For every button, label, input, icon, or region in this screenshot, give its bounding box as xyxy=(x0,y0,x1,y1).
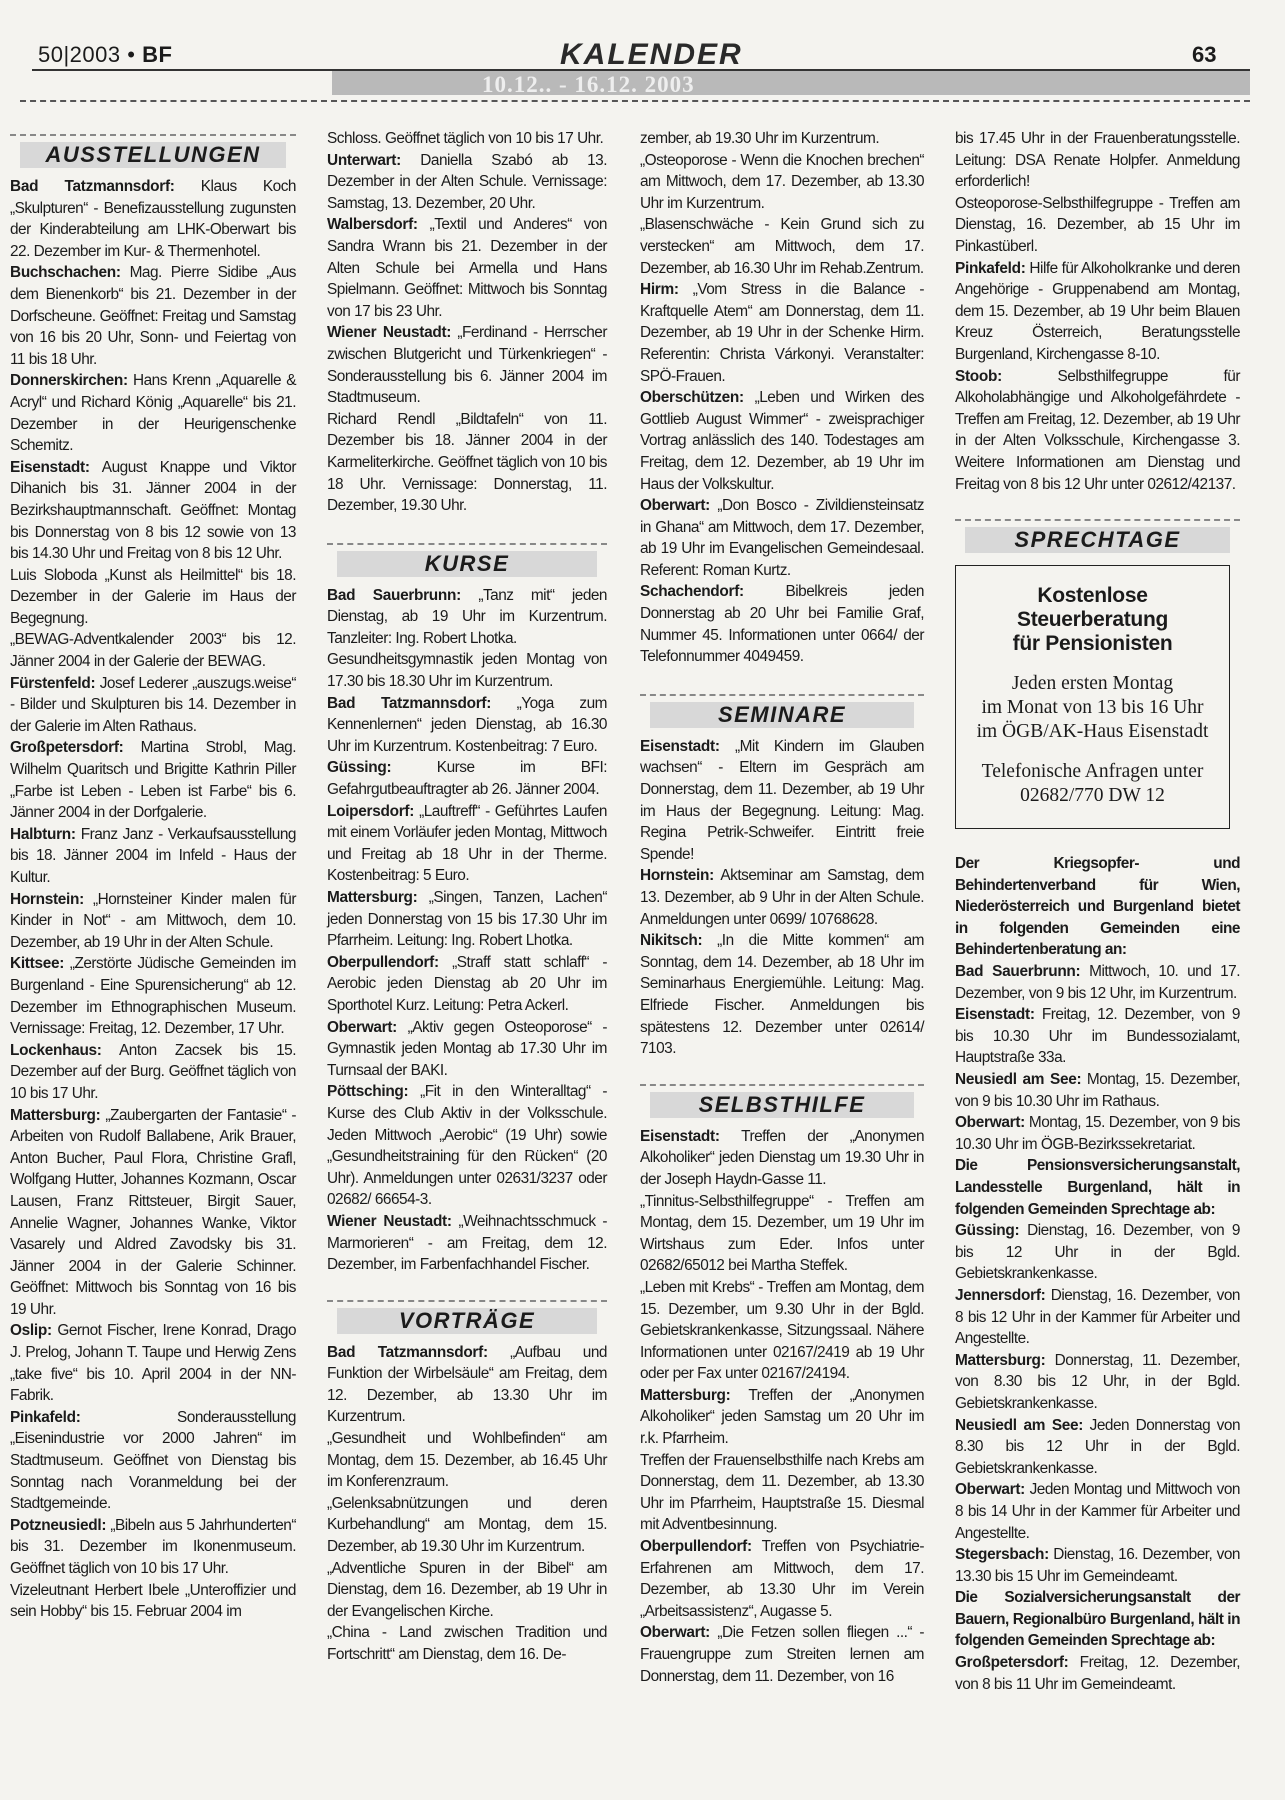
entry-place: Eisenstadt: xyxy=(640,1127,720,1145)
calendar-entry xyxy=(640,150,924,215)
brand-label: BF xyxy=(142,42,173,67)
calendar-entry xyxy=(10,889,296,954)
calendar-entry xyxy=(640,1450,924,1536)
entry-list xyxy=(327,128,607,517)
entry-text: Josef Lederer „auszugs.weise“ - Bilder und Skulpturen bis 14. Dezember in der Galerie im Alten Rathaus. xyxy=(10,674,296,735)
calendar-entry xyxy=(10,1580,296,1623)
entry-place: Eisenstadt: xyxy=(10,458,90,476)
entry-place: Schachendorf: xyxy=(640,583,744,601)
calendar-entry xyxy=(955,1479,1240,1544)
calendar-entry xyxy=(327,150,607,215)
entry-text: Hans Krenn „Aquarelle & Acryl“ und Richard König „Aquarelle“ bis 21. Dezember in der Heurigenschenke Schemitz. xyxy=(10,372,296,455)
header-dashed-rule xyxy=(20,100,1250,102)
entry-text: Dienstag, 16. Dezember, von 13.30 bis 15 Uhr im Gemeindeamt. xyxy=(955,1546,1240,1585)
entry-place: Oslip: xyxy=(10,1322,52,1340)
tax-advice-box xyxy=(955,565,1230,829)
calendar-entry xyxy=(955,961,1240,1004)
entry-place: Mattersburg: xyxy=(640,1386,731,1404)
entry-list xyxy=(327,585,607,1276)
entry-place: Hornstein: xyxy=(10,890,84,908)
calendar-entry xyxy=(10,370,296,456)
entry-text: Schloss. Geöffnet täglich von 10 bis 17 Uhr. xyxy=(327,130,604,147)
entry-text: Selbsthilfegruppe für Alkoholabhängige und Alkoholgefährdete - Treffen am Freitag, 12. Dezember, ab 19 Uhr in der Alten Volksschule, Kirchengasse 3. Weitere Informationen am Dienstag und Freitag von 8 bis 12 Uhr unter 02612/42137. xyxy=(955,367,1240,493)
entry-place: Bad Sauerbrunn: xyxy=(327,586,461,604)
entry-place: Unterwart: xyxy=(327,151,401,169)
entry-place: Neusiedl am See: xyxy=(955,1416,1084,1434)
calendar-entry xyxy=(327,1211,607,1276)
calendar-entry xyxy=(327,585,607,650)
entry-text: Osteoporose-Selbsthilfegruppe - Treffen am Dienstag, 16. Dezember, ab 15 Uhr im Pinkastüberl. xyxy=(955,194,1240,255)
entry-place: Pinkafeld: xyxy=(10,1408,81,1426)
section-heading: SEMINARE xyxy=(640,694,924,728)
section-heading: VORTRÄGE xyxy=(327,1300,607,1334)
entry-text: Daniella Szabó ab 13. Dezember in der Alten Schule. Vernissage: Samstag, 13. Dezember, 20 Uhr. xyxy=(327,151,607,212)
column-2 xyxy=(327,128,607,1666)
calendar-entry xyxy=(10,176,296,262)
issue-label xyxy=(38,42,172,68)
calendar-entry xyxy=(10,1320,296,1406)
issue-number: 50|2003 • xyxy=(38,42,136,67)
calendar-entry xyxy=(327,801,607,887)
page-header xyxy=(12,36,1240,96)
calendar-entry xyxy=(640,1191,924,1277)
entry-place: Bad Sauerbrunn: xyxy=(955,963,1081,981)
entry-text: Dienstag, 16. Dezember, von 9 bis 12 Uhr in der Bgld. Gebietskrankenkasse. xyxy=(955,1222,1240,1283)
entry-text: August Knappe und Viktor Dihanich bis 31. Jänner 2004 in der Bezirkshauptmannschaft. Geöffnet: Montag bis Donnerstag von 8 bis 12 sowie von 13 bis 14.30 Uhr und Freitag von 8 bis 12 Uhr. xyxy=(10,458,296,563)
calendar-entry xyxy=(327,649,607,692)
entry-place: Güssing: xyxy=(955,1222,1020,1240)
entry-list xyxy=(640,128,924,668)
entry-list xyxy=(10,176,296,1623)
entry-place: Großpetersdorf: xyxy=(955,1654,1069,1672)
entry-list xyxy=(955,961,1240,1155)
entry-text: „Leben mit Krebs“ - Treffen am Montag, dem 15. Dezember, um 9.30 Uhr in der Bgld. Gebietskrankenkasse, Sitzungssaal. Nähere Informationen unter 02167/2419 ab 19 Uhr oder per Fax unter 02167/24194. xyxy=(640,1278,924,1383)
column-1 xyxy=(10,128,296,1623)
entry-text: Vizeleutnant Herbert Ibele „Unteroffizier und sein Hobby“ bis 15. Februar 2004 im xyxy=(10,1581,296,1621)
entry-text: „Zaubergarten der Fantasie“ - Arbeiten von Rudolf Ballabene, Arik Brauer, Anton Bucher, Paul Flora, Christine Grafl, Wolfgang Hutter, Johannes Kozmann, Oscar Lausen, Franz Rittsteuer, Birgit Sauer, Annelie Wagner, Johannes Wanke, Viktor Vasarely und Aldred Zavodsky bis 31. Jänner 2004 in der Galerie Schinner. Geöffnet: Mittwoch bis Sonntag von 16 bis 19 Uhr. xyxy=(10,1106,296,1318)
calendar-entry xyxy=(10,673,296,738)
entry-text: Treffen der „Anonymen Alkoholiker“ jeden Dienstag um 19.30 Uhr in der Joseph Haydn-Gasse 11. xyxy=(640,1127,924,1188)
entry-place: Walbersdorf: xyxy=(327,216,418,234)
entry-text: „Vom Stress in die Balance - Kraftquelle Atem“ am Donnerstag, dem 11. Dezember, ab 19 Uhr in der Schenke Hirm. Referentin: Christa Várkonyi. Veranstalter: SPÖ-Frauen. xyxy=(640,281,924,385)
entry-place: Hornstein: xyxy=(640,867,714,885)
entry-place: Buchschachen: xyxy=(10,264,121,282)
date-range: 10.12.. - 16.12. 2003 xyxy=(482,72,695,97)
calendar-entry xyxy=(955,1544,1240,1587)
entry-text: Klaus Koch „Skulpturen“ - Benefizausstellung zugunsten der Kinderabteilung am LHK-Oberwart bis 22. Dezember im Kur- & Thermenhotel. xyxy=(10,178,296,260)
entry-place: Wiener Neustadt: xyxy=(327,1212,452,1230)
calendar-entry xyxy=(640,865,924,930)
calendar-entry xyxy=(640,1126,924,1191)
calendar-entry xyxy=(327,887,607,952)
calendar-entry xyxy=(10,1407,296,1515)
calendar-entry xyxy=(955,128,1240,193)
entry-text: „Gelenksabnützungen und deren Kurbehandlung“ am Montag, dem 15. Dezember, ab 19.30 Uhr im Kurzentrum. xyxy=(327,1494,607,1556)
entry-text: Freitag, 12. Dezember, von 9 bis 10.30 Uhr im Bundessozialamt, Hauptstraße 33a. xyxy=(955,1006,1240,1067)
entry-place: Oberwart: xyxy=(955,1481,1025,1499)
entry-text: „China - Land zwischen Tradition und Fortschritt“ am Dienstag, dem 16. De- xyxy=(327,1624,607,1663)
calendar-entry xyxy=(640,1622,924,1687)
entry-text: „Yoga zum Kennenlernen“ jeden Dienstag, ab 16.30 Uhr im Kurzentrum. Kostenbeitrag: 7 Euro. xyxy=(327,694,607,755)
entry-text: „Gesundheit und Wohlbefinden“ am Montag, dem 15. Dezember, ab 16.45 Uhr im Konferenzraum. xyxy=(327,1430,607,1491)
entry-text: Mittwoch, 10. und 17. Dezember, von 9 bis 12 Uhr, im Kurzentrum. xyxy=(955,963,1240,1002)
calendar-entry xyxy=(327,128,607,150)
entry-place: Oberpullendorf: xyxy=(327,953,439,971)
calendar-entry xyxy=(955,1004,1240,1069)
calendar-entry xyxy=(327,1428,607,1493)
entry-text: Luis Sloboda „Kunst als Heilmittel“ bis 18. Dezember in der Galerie im Haus der Begegnung. xyxy=(10,566,296,627)
entry-text: Dienstag, 16. Dezember, von 8 bis 12 Uhr in der Kammer für Arbeiter und Angestellte. xyxy=(955,1286,1240,1348)
entry-text: „Fit in den Winteralltag“ - Kurse des Club Aktiv in der Volksschule. Jeden Mittwoch „Aerobic“ (19 Uhr) sowie „Gesundheitstraining für den Rücken“ (20 Uhr). Anmeldungen unter 02631/3237 oder 02682/ 66654-3. xyxy=(327,1083,607,1209)
entry-list xyxy=(955,128,1240,495)
entry-text: „Leben und Wirken des Gottlieb August Wimmer“ - zweisprachiger Vortrag anlässlich des 140. Todestages am Freitag, dem 12. Dezember, ab 19 Uhr im Haus der Volkskultur. xyxy=(640,389,924,493)
calendar-entry xyxy=(640,930,924,1060)
kob-intro: Der Kriegsopfer- und Behindertenverband für Wien, Niederösterreich und Burgenland bietet in folgenden Gemeinden eine Behindertenberatung an: xyxy=(955,855,1240,959)
entry-text: „Don Bosco - Zivildiensteinsatz in Ghana“ am Mittwoch, dem 17. Dezember, ab 19 Uhr im Evangelischen Gemeindesaal. Referent: Roman Kurtz. xyxy=(640,497,924,579)
entry-place: Stoob: xyxy=(955,367,1002,385)
calendar-entry xyxy=(10,457,296,565)
entry-text: „Hornsteiner Kinder malen für Kinder in Not“ - am Mittwoch, dem 10. Dezember, ab 19 Uhr in der Alten Schule. xyxy=(10,890,296,951)
entry-text: „Aktiv gegen Osteoporose“ - Gymnastik jeden Montag ab 17.30 Uhr im Turnsaal der BAKI. xyxy=(327,1018,607,1079)
calendar-entry xyxy=(327,1558,607,1623)
calendar-entry xyxy=(955,1415,1240,1480)
entry-place: Eisenstadt: xyxy=(955,1006,1035,1024)
entry-place: Nikitsch: xyxy=(640,932,703,950)
box-title: Kostenlose Steuerberatung xyxy=(1017,584,1168,632)
entry-place: Mattersburg: xyxy=(10,1106,101,1124)
entry-place: Lockenhaus: xyxy=(10,1041,102,1059)
entry-place: Oberwart: xyxy=(640,497,710,515)
section-heading: KURSE xyxy=(327,543,607,577)
entry-text: „Die Fetzen sollen fliegen ...“ - Frauengruppe zum Streiten lernen am Donnerstag, dem 11. Dezember, von 16 xyxy=(640,1624,924,1685)
entry-text: „Zerstörte Jüdische Gemeinden im Burgenland - Eine Spurensicherung“ ab 12. Dezember im Ethnographischen Museum. Vernissage: Freitag, 12. Dezember, 17 Uhr. xyxy=(10,955,296,1038)
calendar-entry xyxy=(640,1277,924,1385)
calendar-entry xyxy=(955,1285,1240,1350)
entry-place: Oberwart: xyxy=(327,1018,397,1036)
entry-text: „BEWAG-Adventkalender 2003“ bis 12. Jänner 2004 in der Galerie der BEWAG. xyxy=(10,631,296,671)
calendar-entry xyxy=(10,1105,296,1321)
calendar-entry xyxy=(955,366,1240,496)
calendar-entry xyxy=(640,1385,924,1450)
entry-text: „Adventliche Spuren in der Bibel“ am Dienstag, dem 16. Dezember, ab 19 Uhr in der Evangelischen Kirche. xyxy=(327,1559,607,1620)
entry-text: Kurse im BFI: Gefahrgutbeauftragter ab 26. Jänner 2004. xyxy=(327,759,607,799)
entry-place: Kittsee: xyxy=(10,955,65,973)
calendar-entry xyxy=(327,952,607,1017)
calendar-entry xyxy=(955,1350,1240,1415)
page-number: 63 xyxy=(1192,42,1217,67)
calendar-entry xyxy=(327,322,607,408)
entry-text: „Straff statt schlaff“ - Aerobic jeden Dienstag ab 20 Uhr im Sporthotel Kurz. Leitung: Petra Ackerl. xyxy=(327,953,607,1014)
calendar-entry xyxy=(327,1017,607,1082)
calendar-entry xyxy=(327,1493,607,1558)
calendar-entry xyxy=(640,128,924,150)
box-line: Telefonische Anfragen unter xyxy=(981,761,1204,783)
entry-text: „Bibeln aus 5 Jahrhunderten“ bis 31. Dezember im Ikonenmuseum. Geöffnet täglich von 10 bis 17 Uhr. xyxy=(10,1516,296,1577)
calendar-entry xyxy=(640,581,924,667)
entry-text: „Singen, Tanzen, Lachen“ jeden Donnerstag von 15 bis 17.30 Uhr im Pfarrheim. Leitung: Ing. Robert Lhotka. xyxy=(327,889,607,950)
entry-list xyxy=(640,736,924,1060)
box-phone: 02682/770 DW 12 xyxy=(1020,785,1165,807)
entry-text: Treffen der Frauenselbsthilfe nach Krebs am Donnerstag, dem 11. Dezember, ab 13.30 Uhr im Pfarrheim, Hauptstraße 15. Diesmal mit Adventbesinnung. xyxy=(640,1451,924,1534)
entry-place: Eisenstadt: xyxy=(640,737,720,755)
entry-text: „Ferdinand - Herrscher zwischen Blutgericht und Türkenkriegen“ - Sonderausstellung bis 6. Jänner 2004 im Stadtmuseum. xyxy=(327,324,607,407)
entry-place: Oberpullendorf: xyxy=(640,1538,752,1556)
calendar-entry xyxy=(327,214,607,322)
entry-text: Treffen von Psychiatrie-Erfahrenen am Mittwoch, dem 17. Dezember, ab 13.30 Uhr im Verein „Arbeitsassistenz“, Augasse 5. xyxy=(640,1538,924,1620)
calendar-entry xyxy=(640,214,924,279)
entry-text: „Mit Kindern im Glauben wachsen“ - Eltern im Gespräch am Donnerstag, dem 11. Dezember, ab 19 Uhr im Haus der Begegnung. Leitung: Mag. Regina Petrik-Schweifer. Eintritt freie Spende! xyxy=(640,737,924,863)
entry-place: Hirm: xyxy=(640,281,679,299)
calendar-entry xyxy=(10,1040,296,1105)
calendar-entry xyxy=(10,262,296,370)
section-heading: AUSSTELLUNGEN xyxy=(10,134,296,168)
box-line: im Monat von 13 bis 16 Uhr xyxy=(981,697,1204,719)
entry-text: Sonderausstellung „Eisenindustrie vor 2000 Jahren“ im Stadtmuseum. Geöffnet von Dienstag bis Sonntag nach Voranmeldung bei der Stadtgemeinde. xyxy=(10,1408,296,1513)
entry-text: Treffen der „Anonymen Alkoholiker“ jeden Samstag um 20 Uhr im r.k. Pfarrheim. xyxy=(640,1386,924,1448)
entry-text: Martina Strobl, Mag. Wilhelm Quaritsch und Brigitte Kathrin Piller „Farbe ist Leben - Leben ist Farbe“ bis 6. Jänner 2004 in der Dorfgalerie. xyxy=(10,739,296,822)
entry-place: Bad Tatzmannsdorf: xyxy=(10,178,175,195)
entry-place: Jennersdorf: xyxy=(955,1286,1046,1304)
calendar-entry xyxy=(640,736,924,866)
entry-text: Bibelkreis jeden Donnerstag ab 20 Uhr bei Familie Graf, Nummer 45. Informationen unter 0664/ der Telefonnummer 4049459. xyxy=(640,583,924,666)
calendar-entry xyxy=(640,495,924,581)
entry-place: Oberwart: xyxy=(955,1114,1025,1132)
entry-text: Anton Zacsek bis 15. Dezember auf der Burg. Geöffnet täglich von 10 bis 17 Uhr. xyxy=(10,1041,296,1102)
entry-list xyxy=(955,1652,1240,1695)
entry-place: Pinkafeld: xyxy=(955,259,1026,277)
entry-place: Mattersburg: xyxy=(327,889,418,906)
entry-text: „Osteoporose - Wenn die Knochen brechen“ am Mittwoch, dem 17. Dezember, ab 13.30 Uhr im Kurzentrum. xyxy=(640,151,924,212)
entry-text: „Weihnachtsschmuck - Marmorieren“ - am Freitag, dem 12. Dezember, im Farbenfachhandel Fischer. xyxy=(327,1212,608,1274)
entry-place: Loipersdorf: xyxy=(327,802,415,820)
calendar-entry xyxy=(327,1081,607,1211)
entry-place: Bad Tatzmannsdorf: xyxy=(327,1343,488,1361)
entry-text: Jeden Montag und Mittwoch von 8 bis 14 Uhr in der Kammer für Arbeiter und Angestellte. xyxy=(955,1481,1240,1542)
entry-text: Franz Janz - Verkaufsausstellung bis 18. Jänner 2004 im Infeld - Haus der Kultur. xyxy=(10,825,296,886)
entry-place: Halbturn: xyxy=(10,825,76,843)
page-title: KALENDER xyxy=(560,38,743,71)
entry-place: Großpetersdorf: xyxy=(10,739,124,757)
column-3 xyxy=(640,128,924,1687)
entry-place: Oberwart: xyxy=(640,1624,710,1642)
entry-place: Bad Tatzmannsdorf: xyxy=(327,694,492,712)
entry-text: Gesundheitsgymnastik jeden Montag von 17.30 bis 18.30 Uhr im Kurzentrum. xyxy=(327,651,607,691)
entry-text: zember, ab 19.30 Uhr im Kurzentrum. xyxy=(640,130,880,147)
entry-text: Hilfe für Alkoholkranke und deren Angehörige - Gruppenabend am Montag, dem 15. Dezember, ab 19 Uhr beim Blauen Kreuz Österreich, Beratungsstelle Burgenland, Kirchengasse 8-10. xyxy=(955,259,1240,363)
calendar-entry xyxy=(955,1652,1240,1695)
entry-place: Neusiedl am See: xyxy=(955,1071,1082,1089)
box-line: im ÖGB/AK-Haus Eisenstadt xyxy=(976,721,1209,743)
entry-text: Aktseminar am Samstag, dem 13. Dezember, ab 9 Uhr in der Alten Schule. Anmeldungen unter 0699/ 10768628. xyxy=(640,867,924,928)
entry-text: Jeden Donnerstag von 8.30 bis 12 Uhr in der Bgld. Gebietskrankenkasse. xyxy=(955,1416,1240,1477)
entry-list xyxy=(327,1342,607,1666)
calendar-entry xyxy=(10,629,296,672)
calendar-entry xyxy=(640,1536,924,1622)
calendar-entry xyxy=(327,1622,607,1665)
calendar-entry xyxy=(327,693,607,758)
calendar-entry xyxy=(955,193,1240,258)
entry-text: Montag, 15. Dezember, von 9 bis 10.30 Uhr im Rathaus. xyxy=(955,1071,1240,1110)
sva-intro: Die Sozialversicherungsanstalt der Bauern, Regionalbüro Burgenland, hält in folgenden Gemeinden Sprechtage ab: xyxy=(955,1589,1240,1650)
entry-text: bis 17.45 Uhr in der Frauenberatungsstelle. Leitung: DSA Renate Holpfer. Anmeldung erforderlich! xyxy=(955,130,1240,191)
column-4 xyxy=(955,128,1240,1695)
entry-text: Donnerstag, 11. Dezember, von 8.30 bis 12 Uhr, in der Bgld. Gebietskrankenkasse. xyxy=(955,1351,1240,1412)
entry-text: „In die Mitte kommen“ am Sonntag, dem 14. Dezember, ab 18 Uhr im Seminarhaus Energiemühle. Leitung: Mag. Elfriede Fischer. Anmeldungen bis spätestens 12. Dezember unter 02614/ 7103. xyxy=(640,932,924,1058)
calendar-entry xyxy=(640,387,924,495)
entry-place: Donnerskirchen: xyxy=(10,372,128,390)
entry-text: „Blasenschwäche - Kein Grund sich zu verstecken“ am Mittwoch, dem 17. Dezember, ab 16.30 Uhr im Rehab.Zentrum. xyxy=(640,216,924,277)
entry-place: Mattersburg: xyxy=(955,1351,1046,1369)
box-line: Jeden ersten Montag xyxy=(1011,673,1174,695)
section-heading: SELBSTHILFE xyxy=(640,1084,924,1118)
entry-text: Montag, 15. Dezember, von 9 bis 10.30 Uhr im ÖGB-Bezirkssekretariat. xyxy=(955,1114,1240,1153)
box-title: für Pensionisten xyxy=(1012,632,1173,656)
calendar-entry xyxy=(955,1069,1240,1112)
entry-text: „Lauftreff“ - Geführtes Laufen mit einem Vorläufer jeden Montag, Mittwoch und Freitag ab 18 Uhr in der Therme. Kostenbeitrag: 5 Euro. xyxy=(327,802,607,885)
calendar-entry xyxy=(955,1112,1240,1155)
entry-text: „Tinnitus-Selbsthilfegruppe“ - Treffen am Montag, dem 15. Dezember, um 19 Uhr im Wirtshaus zum Eder. Infos unter 02682/65012 bei Martha Steffek. xyxy=(640,1192,924,1275)
entry-place: Oberschützen: xyxy=(640,389,744,407)
entry-text: „Textil und Anderes“ von Sandra Wrann bis 21. Dezember in der Alten Schule bei Armella und Hans Spielmann. Geöffnet: Mittwoch bis Sonntag von 17 bis 23 Uhr. xyxy=(327,216,607,320)
calendar-entry xyxy=(10,953,296,1039)
calendar-entry xyxy=(327,1342,607,1428)
entry-text: Gernot Fischer, Irene Konrad, Drago J. Prelog, Johann T. Taupe und Herwig Zens „take five“ bis 10. April 2004 in der NN-Fabrik. xyxy=(10,1322,296,1405)
entry-text: Freitag, 12. Dezember, von 8 bis 11 Uhr im Gemeindeamt. xyxy=(955,1654,1240,1693)
section-heading: SPRECHTAGE xyxy=(955,519,1240,553)
entry-list xyxy=(955,1220,1240,1587)
entry-list xyxy=(640,1126,924,1687)
entry-text: „Tanz mit“ jeden Dienstag, ab 19 Uhr im Kurzentrum. Tanzleiter: Ing. Robert Lhotka. xyxy=(327,586,607,647)
entry-place: Pöttsching: xyxy=(327,1083,409,1101)
calendar-entry xyxy=(10,824,296,889)
entry-text: „Aufbau und Funktion der Wirbelsäule“ am Freitag, dem 12. Dezember, ab 13.30 Uhr im Kurzentrum. xyxy=(327,1343,607,1426)
entry-place: Güssing: xyxy=(327,759,392,777)
calendar-entry xyxy=(640,279,924,387)
entry-text: Richard Rendl „Bildtafeln“ von 11. Dezember bis 18. Jänner 2004 in der Karmeliterkirche. Geöffnet täglich von 10 bis 18 Uhr. Vernissage: Donnerstag, 11. Dezember, 19.30 Uhr. xyxy=(327,410,607,515)
pva-intro: Die Pensionsversicherungsanstalt, Landesstelle Burgenland, hält in folgenden Gemeinden Sprechtage ab: xyxy=(955,1157,1240,1218)
entry-place: Potzneusiedl: xyxy=(10,1516,107,1534)
entry-place: Wiener Neustadt: xyxy=(327,324,452,342)
calendar-entry xyxy=(327,409,607,517)
calendar-entry xyxy=(10,737,296,823)
calendar-entry xyxy=(955,258,1240,366)
date-band xyxy=(332,71,1250,95)
calendar-entry xyxy=(955,1220,1240,1285)
calendar-entry xyxy=(10,565,296,630)
entry-place: Fürstenfeld: xyxy=(10,674,96,692)
calendar-entry xyxy=(10,1515,296,1580)
entry-text: Mag. Pierre Sidibe „Aus dem Bienenkorb“ bis 21. Dezember in der Dorfscheune. Geöffnet: Freitag und Samstag von 16 bis 20 Uhr, Sonn- und Feiertag von 11 bis 18 Uhr. xyxy=(10,264,296,368)
entry-place: Stegersbach: xyxy=(955,1546,1049,1564)
calendar-entry xyxy=(327,757,607,800)
